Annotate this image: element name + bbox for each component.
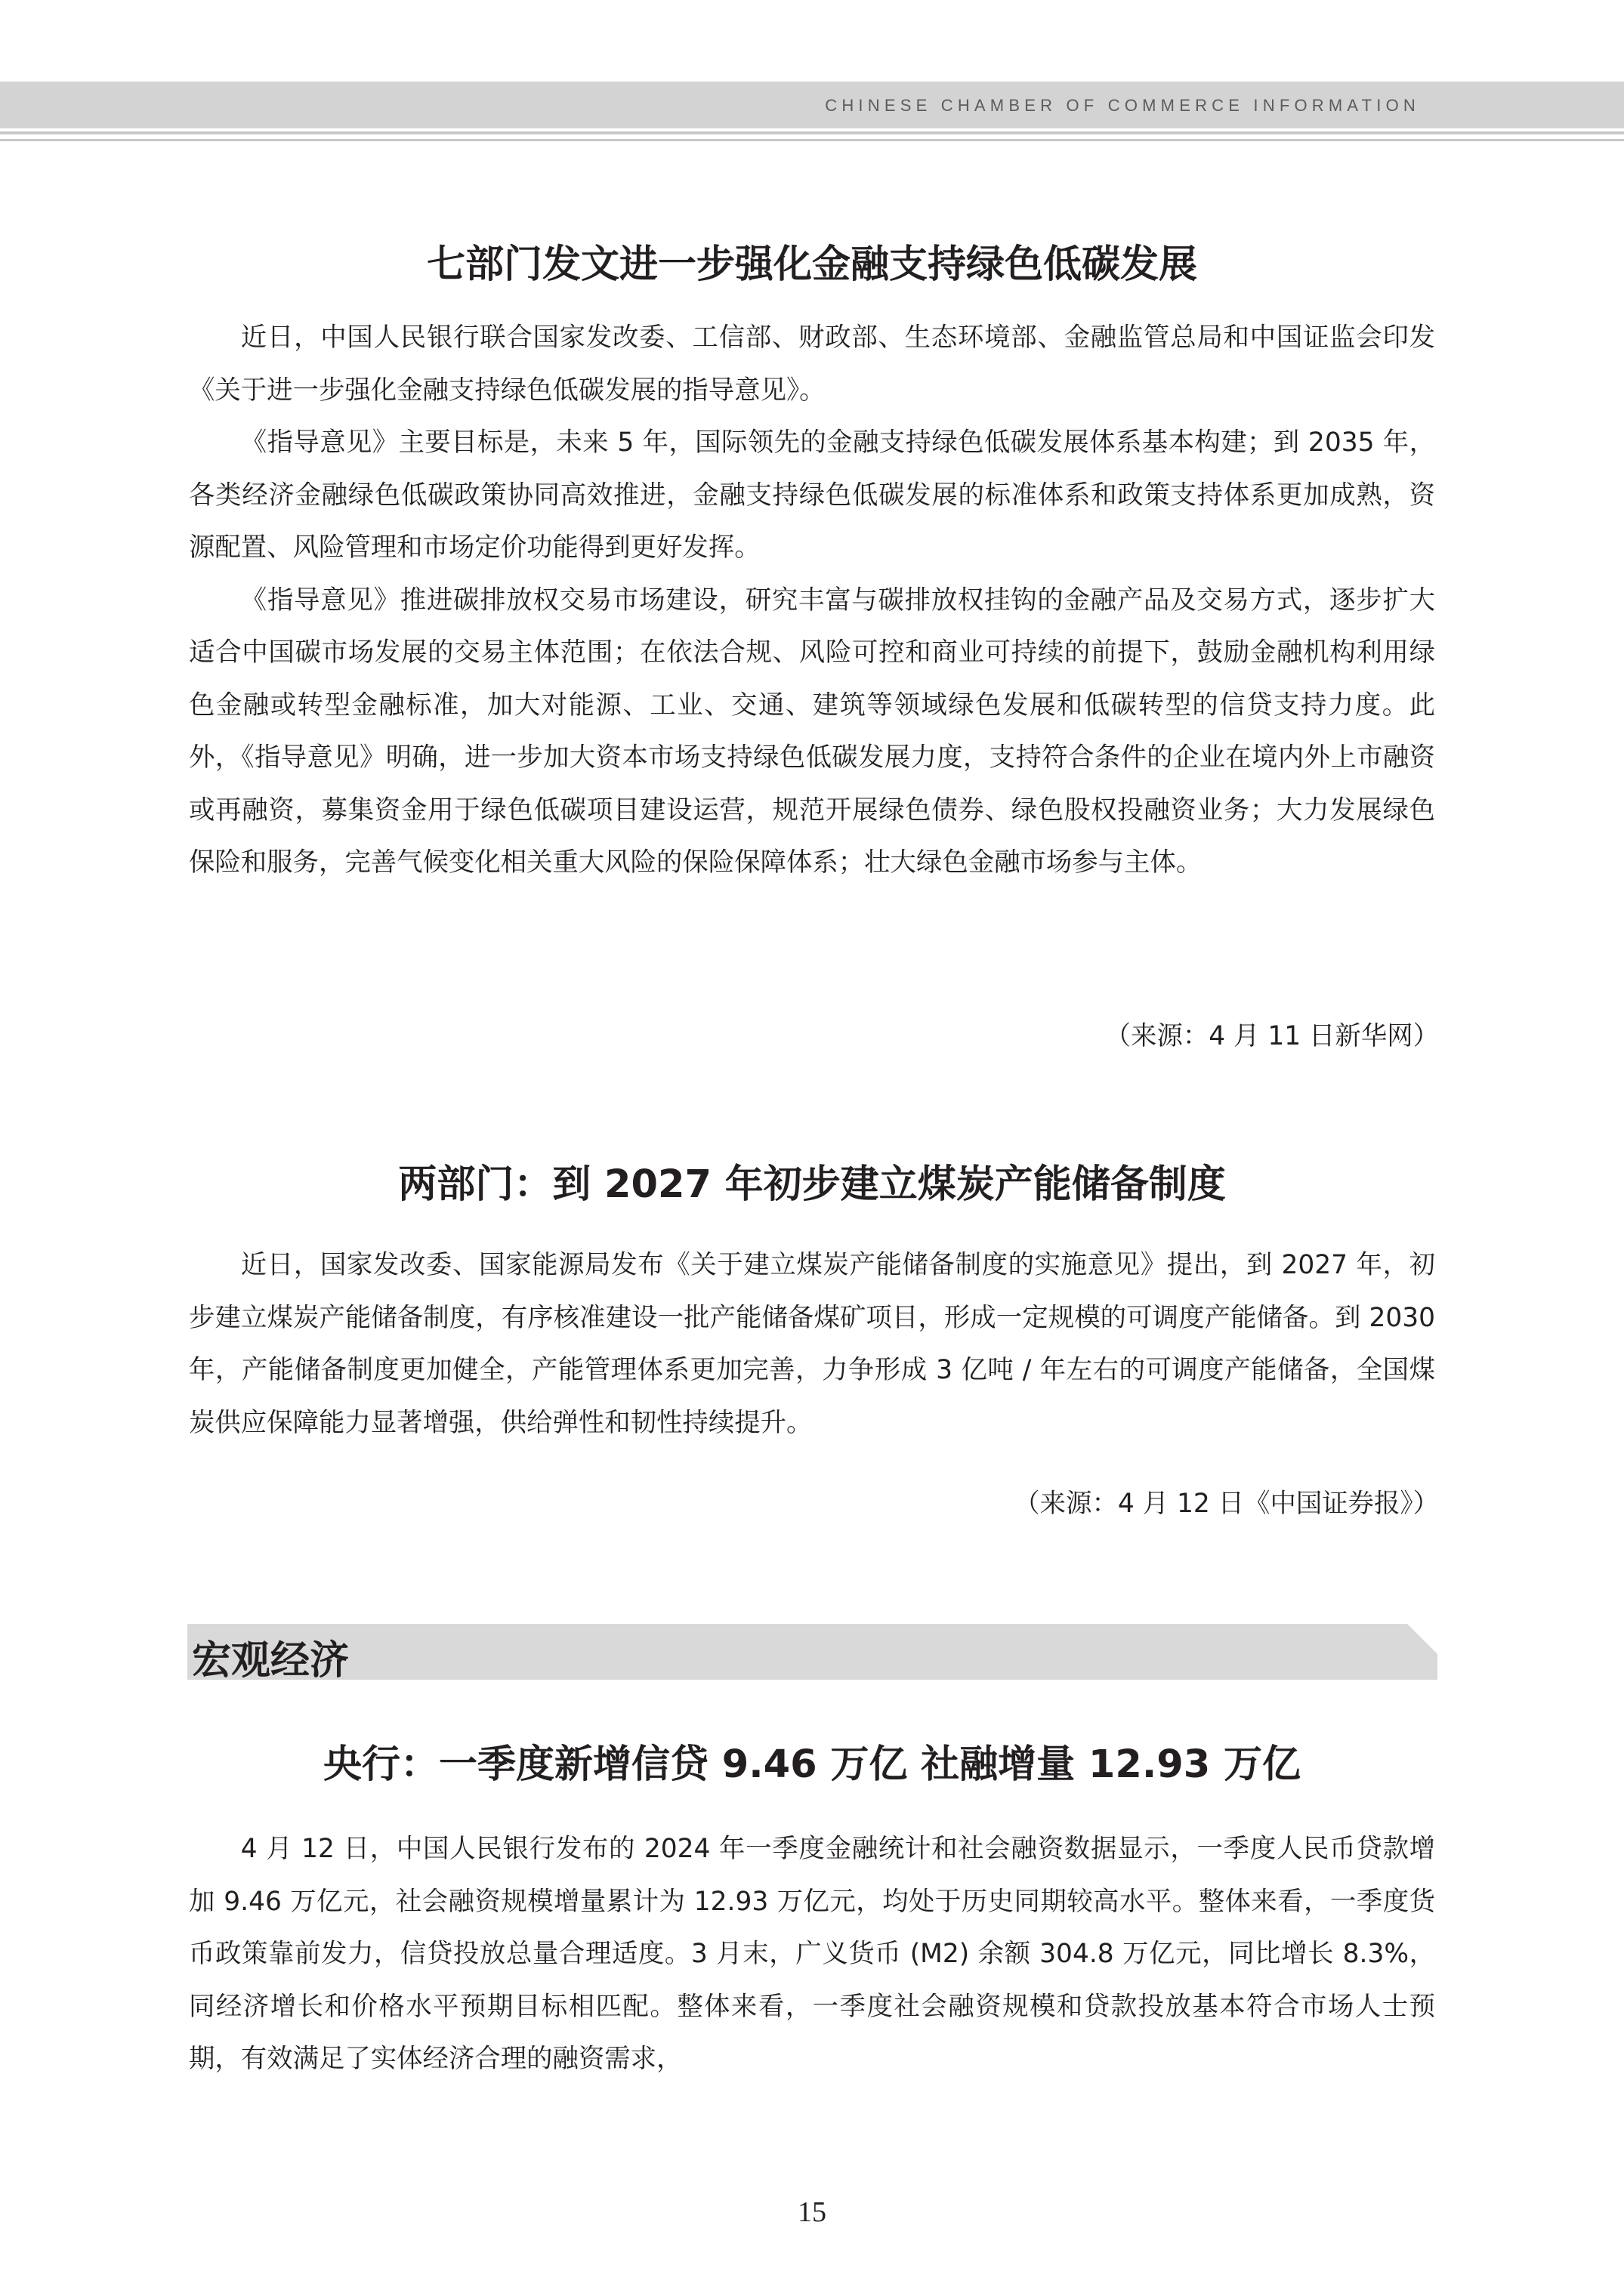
article-body xyxy=(189,1823,1435,2086)
article-title: 两部门：到 2027 年初步建立煤炭产能储备制度 xyxy=(398,1162,1226,1207)
page-number: 15 xyxy=(798,2196,826,2228)
article-body xyxy=(189,312,1435,890)
header-rule xyxy=(0,131,1624,134)
header-rule xyxy=(0,139,1624,141)
section-banner-shape xyxy=(187,1624,1437,1680)
article-body xyxy=(189,1239,1435,1449)
paragraph: 近日，中国人民银行联合国家发改委、工信部、财政部、生态环境部、金融监管总局和中国证监会印发《关于进一步强化金融支持绿色低碳发展的指导意见》。 xyxy=(189,323,1435,406)
paragraph: 近日，国家发改委、国家能源局发布《关于建立煤炭产能储备制度的实施意见》提出，到 2027 年，初步建立煤炭产能储备制度，有序核准建设一批产能储备煤矿项目，形成一定规模的可调度产能储备。到 2030 年，产能储备制度更加健全，产能管理体系更加完善，力争形成 3 亿吨 / 年左右的可调度产能储备，全国煤炭供应保障能力显著增强，供给弹性和韧性持续提升。 xyxy=(189,1250,1435,1438)
article-title: 央行：一季度新增信贷 9.46 万亿 社融增量 12.93 万亿 xyxy=(323,1742,1301,1787)
article-title: 七部门发文进一步强化金融支持绿色低碳发展 xyxy=(426,242,1197,287)
header-title: CHINESE CHAMBER OF COMMERCE INFORMATION xyxy=(825,96,1420,115)
article-source: （来源：4 月 12 日《中国证券报》） xyxy=(1014,1489,1439,1519)
paragraph: 《指导意见》推进碳排放权交易市场建设，研究丰富与碳排放权挂钩的金融产品及交易方式，逐步扩大适合中国碳市场发展的交易主体范围；在依法合规、风险可控和商业可持续的前提下，鼓励金融机构利用绿色金融或转型金融标准，加大对能源、工业、交通、建筑等领域绿色发展和低碳转型的信贷支持力度。此外，《指导意见》明确，进一步加大资本市场支持绿色低碳发展力度，支持符合条件的企业在境内外上市融资或再融资，募集资金用于绿色低碳项目建设运营，规范开展绿色债券、绿色股权投融资业务；大力发展绿色保险和服务，完善气候变化相关重大风险的保险保障体系；壮大绿色金融市场参与主体。 xyxy=(189,585,1435,878)
paragraph: 《指导意见》主要目标是，未来 5 年，国际领先的金融支持绿色低碳发展体系基本构建；到 2035 年，各类经济金融绿色低碳政策协同高效推进，金融支持绿色低碳发展的标准体系和政策支持体系更加成熟，资源配置、风险管理和市场定价功能得到更好发挥。 xyxy=(189,427,1435,563)
article-source: （来源：4 月 11 日新华网） xyxy=(1104,1021,1439,1051)
section-label: 宏观经济 xyxy=(192,1637,350,1683)
section-banner xyxy=(187,1624,1437,1683)
paragraph: 4 月 12 日，中国人民银行发布的 2024 年一季度金融统计和社会融资数据显示，一季度人民币贷款增加 9.46 万亿元，社会融资规模增量累计为 12.93 万亿元，均处于历史同期较高水平。整体来看，一季度货币政策靠前发力，信贷投放总量合理适度。3 月末，广义货币 (M2) 余额 304.8 万亿元，同比增长 8.3%，同经济增长和价格水平预期目标相匹配。整体来看，一季度社会融资规模和贷款投放基本符合市场人士预期，有效满足了实体经济合理的融资需求， xyxy=(189,1834,1435,2074)
